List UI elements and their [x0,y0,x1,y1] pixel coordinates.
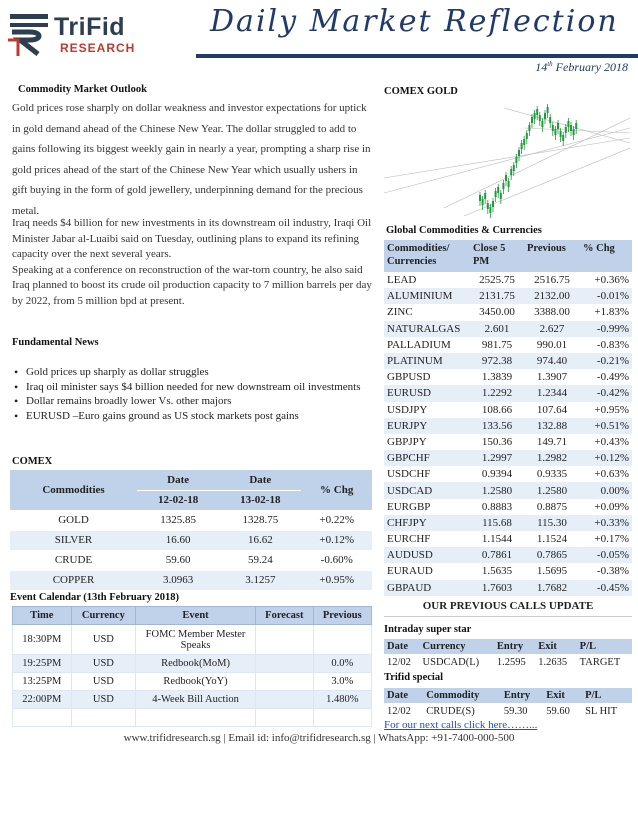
candle [557,120,559,134]
table-cell: TARGET [579,656,621,668]
table-cell: 108.66 [481,403,513,416]
table-cell [13,709,72,727]
table-cell: 150.36 [481,435,513,448]
table-cell: 3.0963 [137,570,219,590]
table-cell [136,709,256,727]
table-row [10,550,372,570]
candle [536,106,538,120]
comex-table [10,470,372,591]
rupee-logo-icon [8,10,52,56]
table-cell: 16.60 [137,530,219,550]
special-calls-table [384,688,632,719]
report-banner [200,0,638,54]
chart-trend-line [384,138,630,178]
list-item: • Iraq oil minister says $4 billion needed for new downstream oil investments [12,381,372,394]
chart-trend-line [384,128,630,193]
candle [500,190,502,204]
column-header: Currency [71,607,135,625]
table-cell [256,625,314,655]
candle [521,140,523,154]
table-cell: 1325.85 [137,510,219,530]
list-item: • EURUSD –Euro gains ground as US stock markets post gains [12,410,372,423]
candle [523,136,525,150]
column-header: Event [136,607,256,625]
table-cell: 1.480% [313,691,371,709]
candle [565,124,567,138]
chart-trend-line [504,108,630,143]
table-cell: +0.12% [301,530,372,550]
column-header: Commodity [423,688,501,703]
candle [487,200,489,214]
next-calls-link[interactable]: For our next calls click here……... [384,719,538,731]
table-cell: 2525.75 [479,274,515,287]
candle [484,190,486,204]
table-cell: 2.627 [524,321,580,337]
table-row [384,272,632,288]
table-cell: 3388.00 [534,306,570,319]
candle [497,184,499,198]
table-cell: 2.601 [470,321,524,337]
table-row [384,304,632,320]
table-cell: 18:30PM [13,625,72,655]
brand-name: TriFid [54,13,126,41]
table-cell: 59.30 [503,705,528,717]
report-date [535,60,628,75]
table-cell: +0.51% [580,418,632,434]
column-header: Time [13,607,72,625]
table-cell: PALLADIUM [387,338,451,351]
table-cell: +0.22% [301,510,372,530]
table-row [13,709,372,727]
global-commodities-table [384,240,632,596]
table-cell: 1.1524 [536,533,568,546]
table-cell: +0.36% [594,274,629,287]
table-row [384,418,632,434]
column-header: Exit [535,639,576,654]
column-header: Date [137,470,219,490]
table-cell: GBPCHF [384,450,470,466]
table-cell: GBPUSD [387,371,431,384]
table-row [384,563,632,579]
table-cell: ZINC [387,306,413,319]
table-cell: 1.2595 [496,656,526,668]
outlook-para-1: Gold prices rose sharply on dollar weakness and investor expectations for uptick in gold demand ahead of the Chinese New Year. The dollar struggled to add to gains following its biggest weekly gain in nearly a year, prompting a sharp rise in gold prices ahead of the start of the Chinese New Year which usually ushers in gift buying in the form of gold jewellery, underpinning demand for the precious metal. [12,102,371,217]
table-cell: USDCAD(L) [422,656,480,668]
column-header: Commodities/ Currencies [384,240,470,272]
table-cell: Redbook(MoM) [136,655,256,673]
table-cell: LEAD [387,274,417,287]
column-header: Date [384,639,420,654]
table-cell: SL HIT [585,705,618,717]
table-cell: AUDUSD [384,547,470,563]
table-cell: 981.75 [481,338,513,351]
table-cell: 1.2635 [538,656,568,668]
table-row [384,482,632,498]
table-cell: 1.7682 [524,580,580,596]
table-cell: 1.7603 [470,580,524,596]
table-cell: +0.95% [301,570,372,590]
event-calendar-title: Event Calendar (13th February 2018) [10,592,179,603]
table-cell: -0.99% [580,321,632,337]
table-cell: GBPAUD [384,580,470,596]
table-row [10,530,372,550]
date-day: 14 [535,60,548,74]
table-cell: FOMC Member Mester Speaks [136,625,256,655]
table-cell: +0.09% [594,500,629,513]
report-title: Daily Market Reflection [210,4,619,39]
intraday-calls-table [384,639,632,670]
company-logo [8,10,168,60]
table-cell: CHFJPY [384,515,470,531]
comex-gold-title: COMEX GOLD [384,86,458,97]
table-cell: USD [71,625,135,655]
table-cell: EURJPY [384,418,470,434]
table-cell: +0.33% [580,515,632,531]
table-cell: 59.60 [546,705,570,717]
table-cell: 0.00% [580,482,632,498]
outlook-extra [12,216,372,309]
header-divider [196,54,638,58]
table-cell [256,691,314,709]
column-header: % Chg [580,240,632,272]
table-row [384,466,632,482]
candle [510,166,512,180]
column-header: Previous [524,240,580,272]
table-row [10,510,372,530]
comex-gold-chart [384,98,630,220]
table-cell: 1.2580 [470,482,524,498]
table-cell: 12/02 [387,656,411,668]
table-cell [256,673,314,691]
brand-subtitle: RESEARCH [60,41,136,55]
table-cell: CRUDE(S) [426,705,475,717]
column-header: Close 5 PM [470,240,524,272]
table-cell: 107.64 [536,403,568,416]
table-row [13,625,372,655]
candle [505,172,507,186]
candle [552,122,554,136]
fundamental-news-list [12,366,372,424]
table-cell: Redbook(YoY) [136,673,256,691]
table-cell: ALUMINIUM [384,288,470,304]
table-cell: +0.43% [594,435,629,448]
table-cell: 1.5635 [481,565,513,578]
table-cell: 2516.75 [534,274,570,287]
table-cell: +1.83% [594,306,629,319]
column-header: Commodities [10,470,137,510]
table-row [384,369,632,385]
table-cell: USDCHF [387,468,431,481]
table-cell [313,625,371,655]
table-row [13,673,372,691]
column-header: Date [219,470,301,490]
global-commodities-title: Global Commodities & Currencies [386,225,542,236]
table-cell: 3.1257 [219,570,301,590]
table-cell: USD [71,691,135,709]
table-cell: 1328.75 [219,510,301,530]
table-row [384,531,632,547]
table-cell: CRUDE [10,550,137,570]
column-header: % Chg [301,470,372,510]
table-row [13,691,372,709]
table-cell: 59.24 [219,550,301,570]
table-row [384,402,632,418]
candle [502,180,504,194]
previous-calls-divider [384,616,632,617]
table-row [384,450,632,466]
special-title: Trifid special [384,672,444,683]
table-cell: EURCHF [387,533,431,546]
table-cell: USDJPY [387,403,428,416]
table-cell: -0.83% [596,338,629,351]
table-cell: 1.2344 [524,385,580,401]
candle [549,114,551,128]
column-header: Currency [420,639,494,654]
table-cell: 3450.00 [479,306,515,319]
table-cell [256,655,314,673]
candle [495,188,497,202]
table-cell: 974.40 [524,353,580,369]
outlook-title: Commodity Market Outlook [18,84,147,95]
table-cell: 3.0% [313,673,371,691]
candle [518,147,520,161]
table-cell: +0.95% [594,403,629,416]
table-cell: USDCAD [384,482,470,498]
table-row [10,570,372,590]
candle [547,104,549,118]
table-cell: 1.2580 [524,482,580,498]
table-cell: 115.68 [470,515,524,531]
table-cell: 1.3907 [536,371,568,384]
table-cell: 133.56 [470,418,524,434]
candle [573,126,575,140]
table-cell: 1.1544 [481,533,513,546]
table-cell: 1.5695 [536,565,568,578]
column-header: Exit [543,688,582,703]
table-cell: 19:25PM [13,655,72,673]
candle [541,118,543,132]
table-cell: 0.7865 [524,547,580,563]
list-item: • Dollar remains broadly lower Vs. other majors [12,395,372,408]
table-cell: EURAUD [387,565,433,578]
table-cell: 22:00PM [13,691,72,709]
column-header: P/L [582,688,632,703]
candle [534,110,536,124]
table-row [384,515,632,531]
table-cell: 12/02 [387,705,411,717]
column-header: Entry [501,688,543,703]
table-row [384,580,632,596]
table-cell: NATURALGAS [384,321,470,337]
table-cell: -0.60% [301,550,372,570]
candle [554,126,556,140]
date-suffix: th [547,60,553,68]
table-row [384,288,632,304]
date-month-year: February 2018 [552,60,628,74]
table-cell: 0.9394 [481,468,513,481]
table-row [384,703,632,719]
table-row [384,499,632,515]
table-cell: GBPJPY [387,435,427,448]
table-cell [256,709,314,727]
table-row [384,654,632,670]
candle [560,128,562,142]
table-cell: -0.38% [596,565,629,578]
table-cell: 990.01 [536,338,568,351]
column-header: 12-02-18 [137,490,219,510]
table-cell: 1.2292 [470,385,524,401]
table-cell: 149.71 [536,435,568,448]
table-cell: +0.63% [594,468,629,481]
table-cell: 16.62 [219,530,301,550]
table-cell: -0.49% [596,371,629,384]
table-cell: 59.60 [137,550,219,570]
table-cell: 1.2997 [470,450,524,466]
table-cell: 0.8883 [481,500,513,513]
table-cell: -0.01% [580,288,632,304]
outlook-para-2: Iraq needs $4 billion for new investments in its downstream oil industry, Iraqi Oil Minister Jabar al-Luaibi said on Tuesday, outlining plans to expand its refining capacity over the next several years. [12,217,372,260]
table-cell: COPPER [10,570,137,590]
candle [575,120,577,134]
table-cell: 0.9335 [536,468,568,481]
table-cell: 115.30 [524,515,580,531]
candle [528,122,530,136]
table-cell: 132.88 [524,418,580,434]
table-cell: EURGBP [387,500,431,513]
table-cell: 4-Week Bill Auction [136,691,256,709]
table-row [384,434,632,450]
table-cell: -0.42% [580,385,632,401]
intraday-title: Intraday super star [384,624,472,635]
candle [489,204,491,218]
table-cell: 13:25PM [13,673,72,691]
table-row [384,385,632,401]
previous-calls-title: OUR PREVIOUS CALLS UPDATE [422,600,594,612]
table-cell: 1.3839 [481,371,513,384]
table-cell: 2132.00 [524,288,580,304]
table-cell [313,709,371,727]
table-cell: 1.2982 [524,450,580,466]
table-cell: 0.8875 [536,500,568,513]
table-cell: GOLD [10,510,137,530]
table-cell: PLATINUM [384,353,470,369]
fundamental-news-title: Fundamental News [12,337,99,348]
candle [544,110,546,124]
table-cell: USD [71,673,135,691]
candle [539,112,541,126]
table-cell: -0.05% [580,547,632,563]
table-cell: 2131.75 [470,288,524,304]
table-row [13,655,372,673]
candle [562,132,564,146]
table-cell: +0.12% [580,450,632,466]
column-header: P/L [577,639,632,654]
table-cell: 972.38 [470,353,524,369]
column-header: Entry [494,639,535,654]
column-header: Previous [313,607,371,625]
event-calendar-table [12,606,372,727]
column-header: Date [384,688,423,703]
table-cell: EURUSD [384,385,470,401]
outlook-para-3: Speaking at a conference on reconstruction of the war-torn country, he also said Iraq planned to boost its crude oil production capacity to 7 million barrels per day by 2022, from 5 million bpd at present. [12,263,372,307]
table-cell: +0.17% [594,533,629,546]
candle [570,122,572,136]
table-cell: USD [71,655,135,673]
table-cell [71,709,135,727]
table-cell: -0.45% [580,580,632,596]
comex-title: COMEX [12,456,53,467]
column-header: 13-02-18 [219,490,301,510]
table-cell: 0.0% [313,655,371,673]
candle [508,178,510,192]
table-cell: SILVER [10,530,137,550]
table-cell: 0.7861 [470,547,524,563]
candle [526,130,528,144]
footer-contact: www.trifidresearch.sg | Email id: info@trifidresearch.sg | WhatsApp: +91-7400-000-500 [123,732,515,744]
list-item: • Gold prices up sharply as dollar struggles [12,366,372,379]
column-header: Forecast [256,607,314,625]
candle [479,192,481,206]
table-row [384,547,632,563]
table-row [384,337,632,353]
candle [492,198,494,212]
table-row [384,321,632,337]
table-row [384,353,632,369]
table-cell: -0.21% [580,353,632,369]
